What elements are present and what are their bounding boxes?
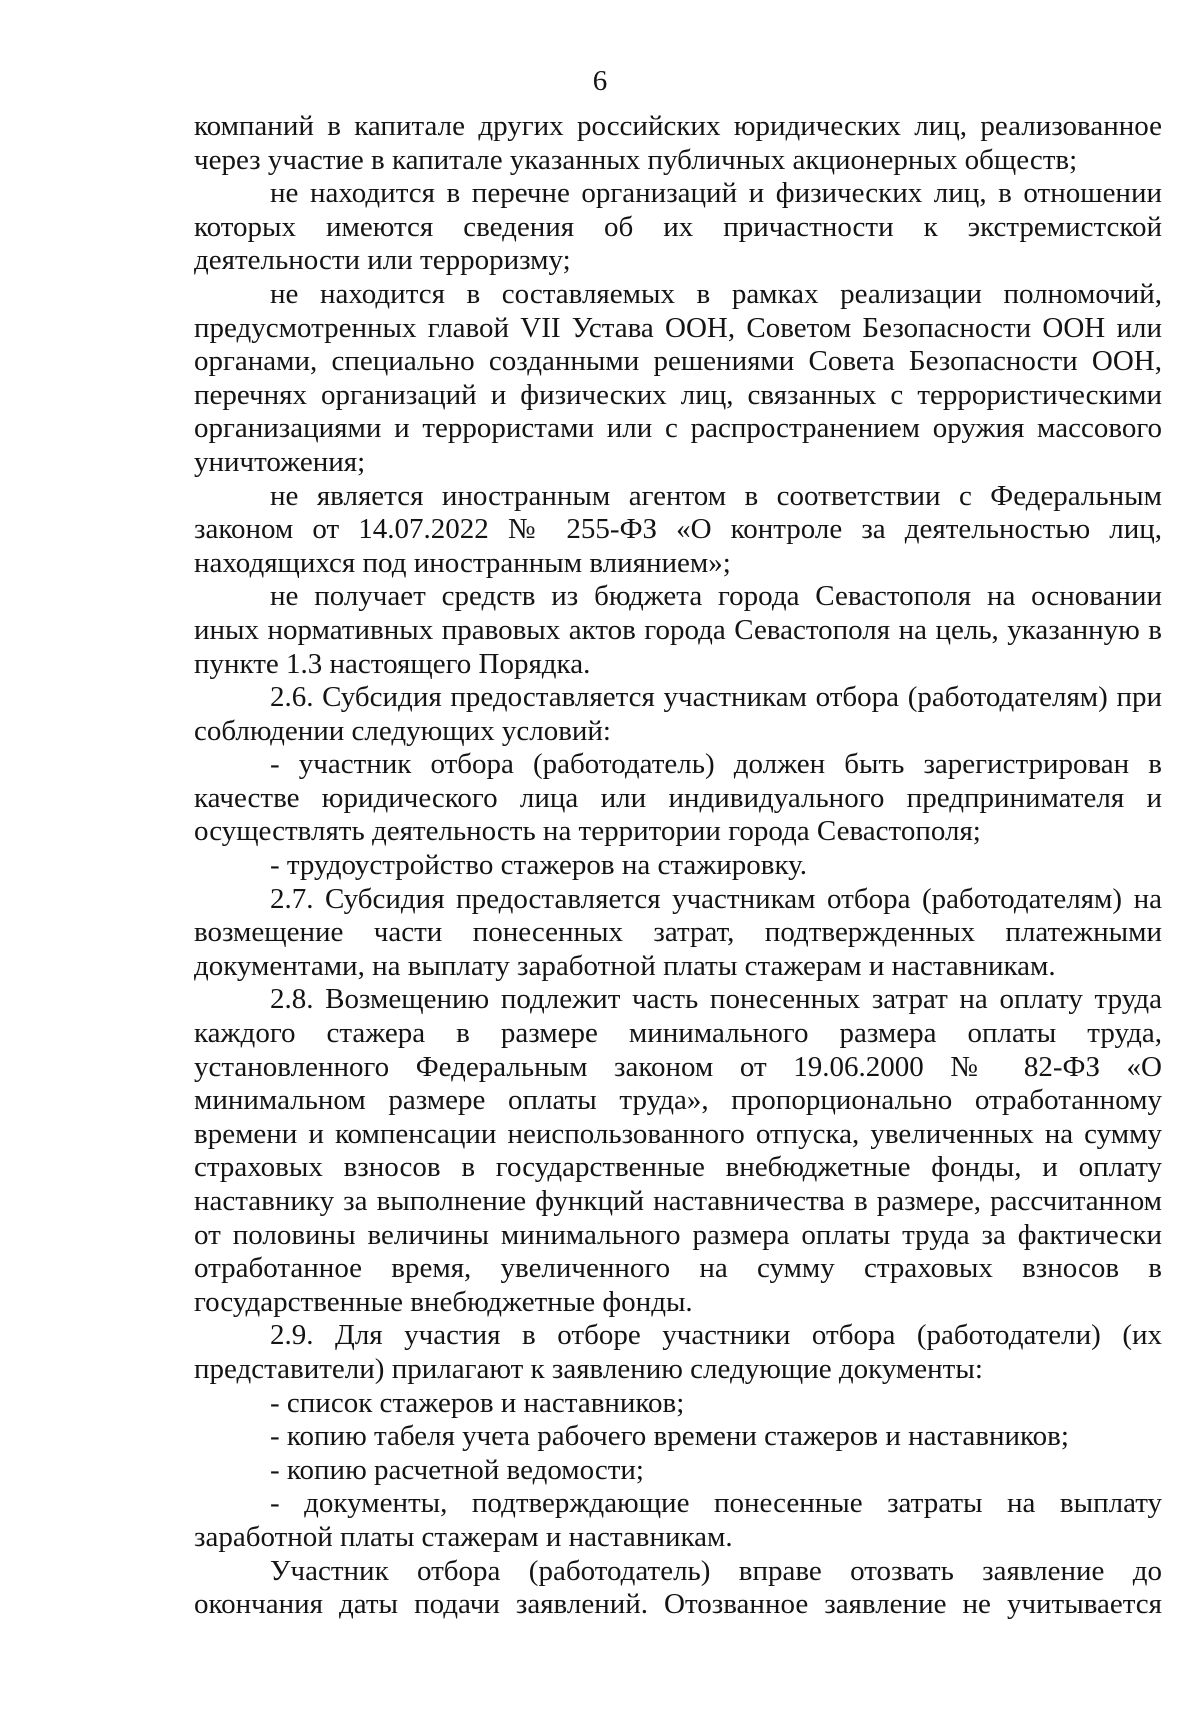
paragraph: Участник отбора (работодатель) вправе отозвать заявление до окончания даты подачи заявлений. Отозванное заявление не учитывается [194,1554,1162,1621]
paragraph: - копию расчетной ведомости; [270,1453,644,1486]
paragraph: 2.8. Возмещению подлежит часть понесенных затрат на оплату труда каждого стажера в размере минимального размера оплаты труда, установленного Федеральным законом от 19.06.2000 № 82-ФЗ «О минимальном размере оплаты труда», пропорционально отработанному времени и компенсации неиспользованного отпуска, увеличенных на сумму страховых взносов в государственные внебюджетные фонды, и оплату наставнику за выполнение функций наставничества в размере, рассчитанном от половины величины минимального размера оплаты труда за фактически отработанное время, увеличенного на сумму страховых взносов в государственные внебюджетные фонды. [194,983,1162,1318]
document-body [194,110,1162,1622]
paragraph: не получает средств из бюджета города Севастополя на основании иных нормативных правовых актов города Севастополя на цель, указанную в пункте 1.3 настоящего Порядка. [194,580,1162,680]
paragraph: не находится в составляемых в рамках реализации полномочий, предусмотренных главой VII Устава ООН, Советом Безопасности ООН или органами, специально созданными решениями Совета Безопасности ООН, перечнях организаций и физических лиц, связанных с террористическими организациями и террористами или с распространением оружия массового уничтожения; [194,277,1162,478]
paragraph: не находится в перечне организаций и физических лиц, в отношении которых имеются сведения об их причастности к экстремистской деятельности или терроризму; [194,177,1162,277]
paragraph: - документы, подтверждающие понесенные затраты на выплату заработной платы стажерам и наставникам. [194,1487,1162,1553]
paragraph: 2.7. Субсидия предоставляется участникам отбора (работодателям) на возмещение части понесенных затрат, подтвержденных платежными документами, на выплату заработной платы стажерам и наставникам. [194,882,1162,982]
paragraph: 2.9. Для участия в отборе участники отбора (работодатели) (их представители) прилагают к заявлению следующие документы: [194,1319,1162,1385]
paragraph: - копию табеля учета рабочего времени стажеров и наставников; [270,1420,1069,1453]
page-number: 6 [592,65,608,97]
paragraph: - трудоустройство стажеров на стажировку. [270,849,808,882]
paragraph: не является иностранным агентом в соответствии с Федеральным законом от 14.07.2022 № 255-ФЗ «О контроле за деятельностью лиц, находящихся под иностранным влиянием»; [194,479,1162,579]
paragraph: 2.6. Субсидия предоставляется участникам отбора (работодателям) при соблюдении следующих условий: [194,681,1162,747]
paragraph: - список стажеров и наставников; [270,1386,685,1419]
paragraph: - участник отбора (работодатель) должен быть зарегистрирован в качестве юридического лица или индивидуального предпринимателя и осуществлять деятельность на территории города Севастополя; [194,748,1162,848]
paragraph: компаний в капитале других российских юридических лиц, реализованное через участие в капитале указанных публичных акционерных обществ; [194,110,1162,176]
